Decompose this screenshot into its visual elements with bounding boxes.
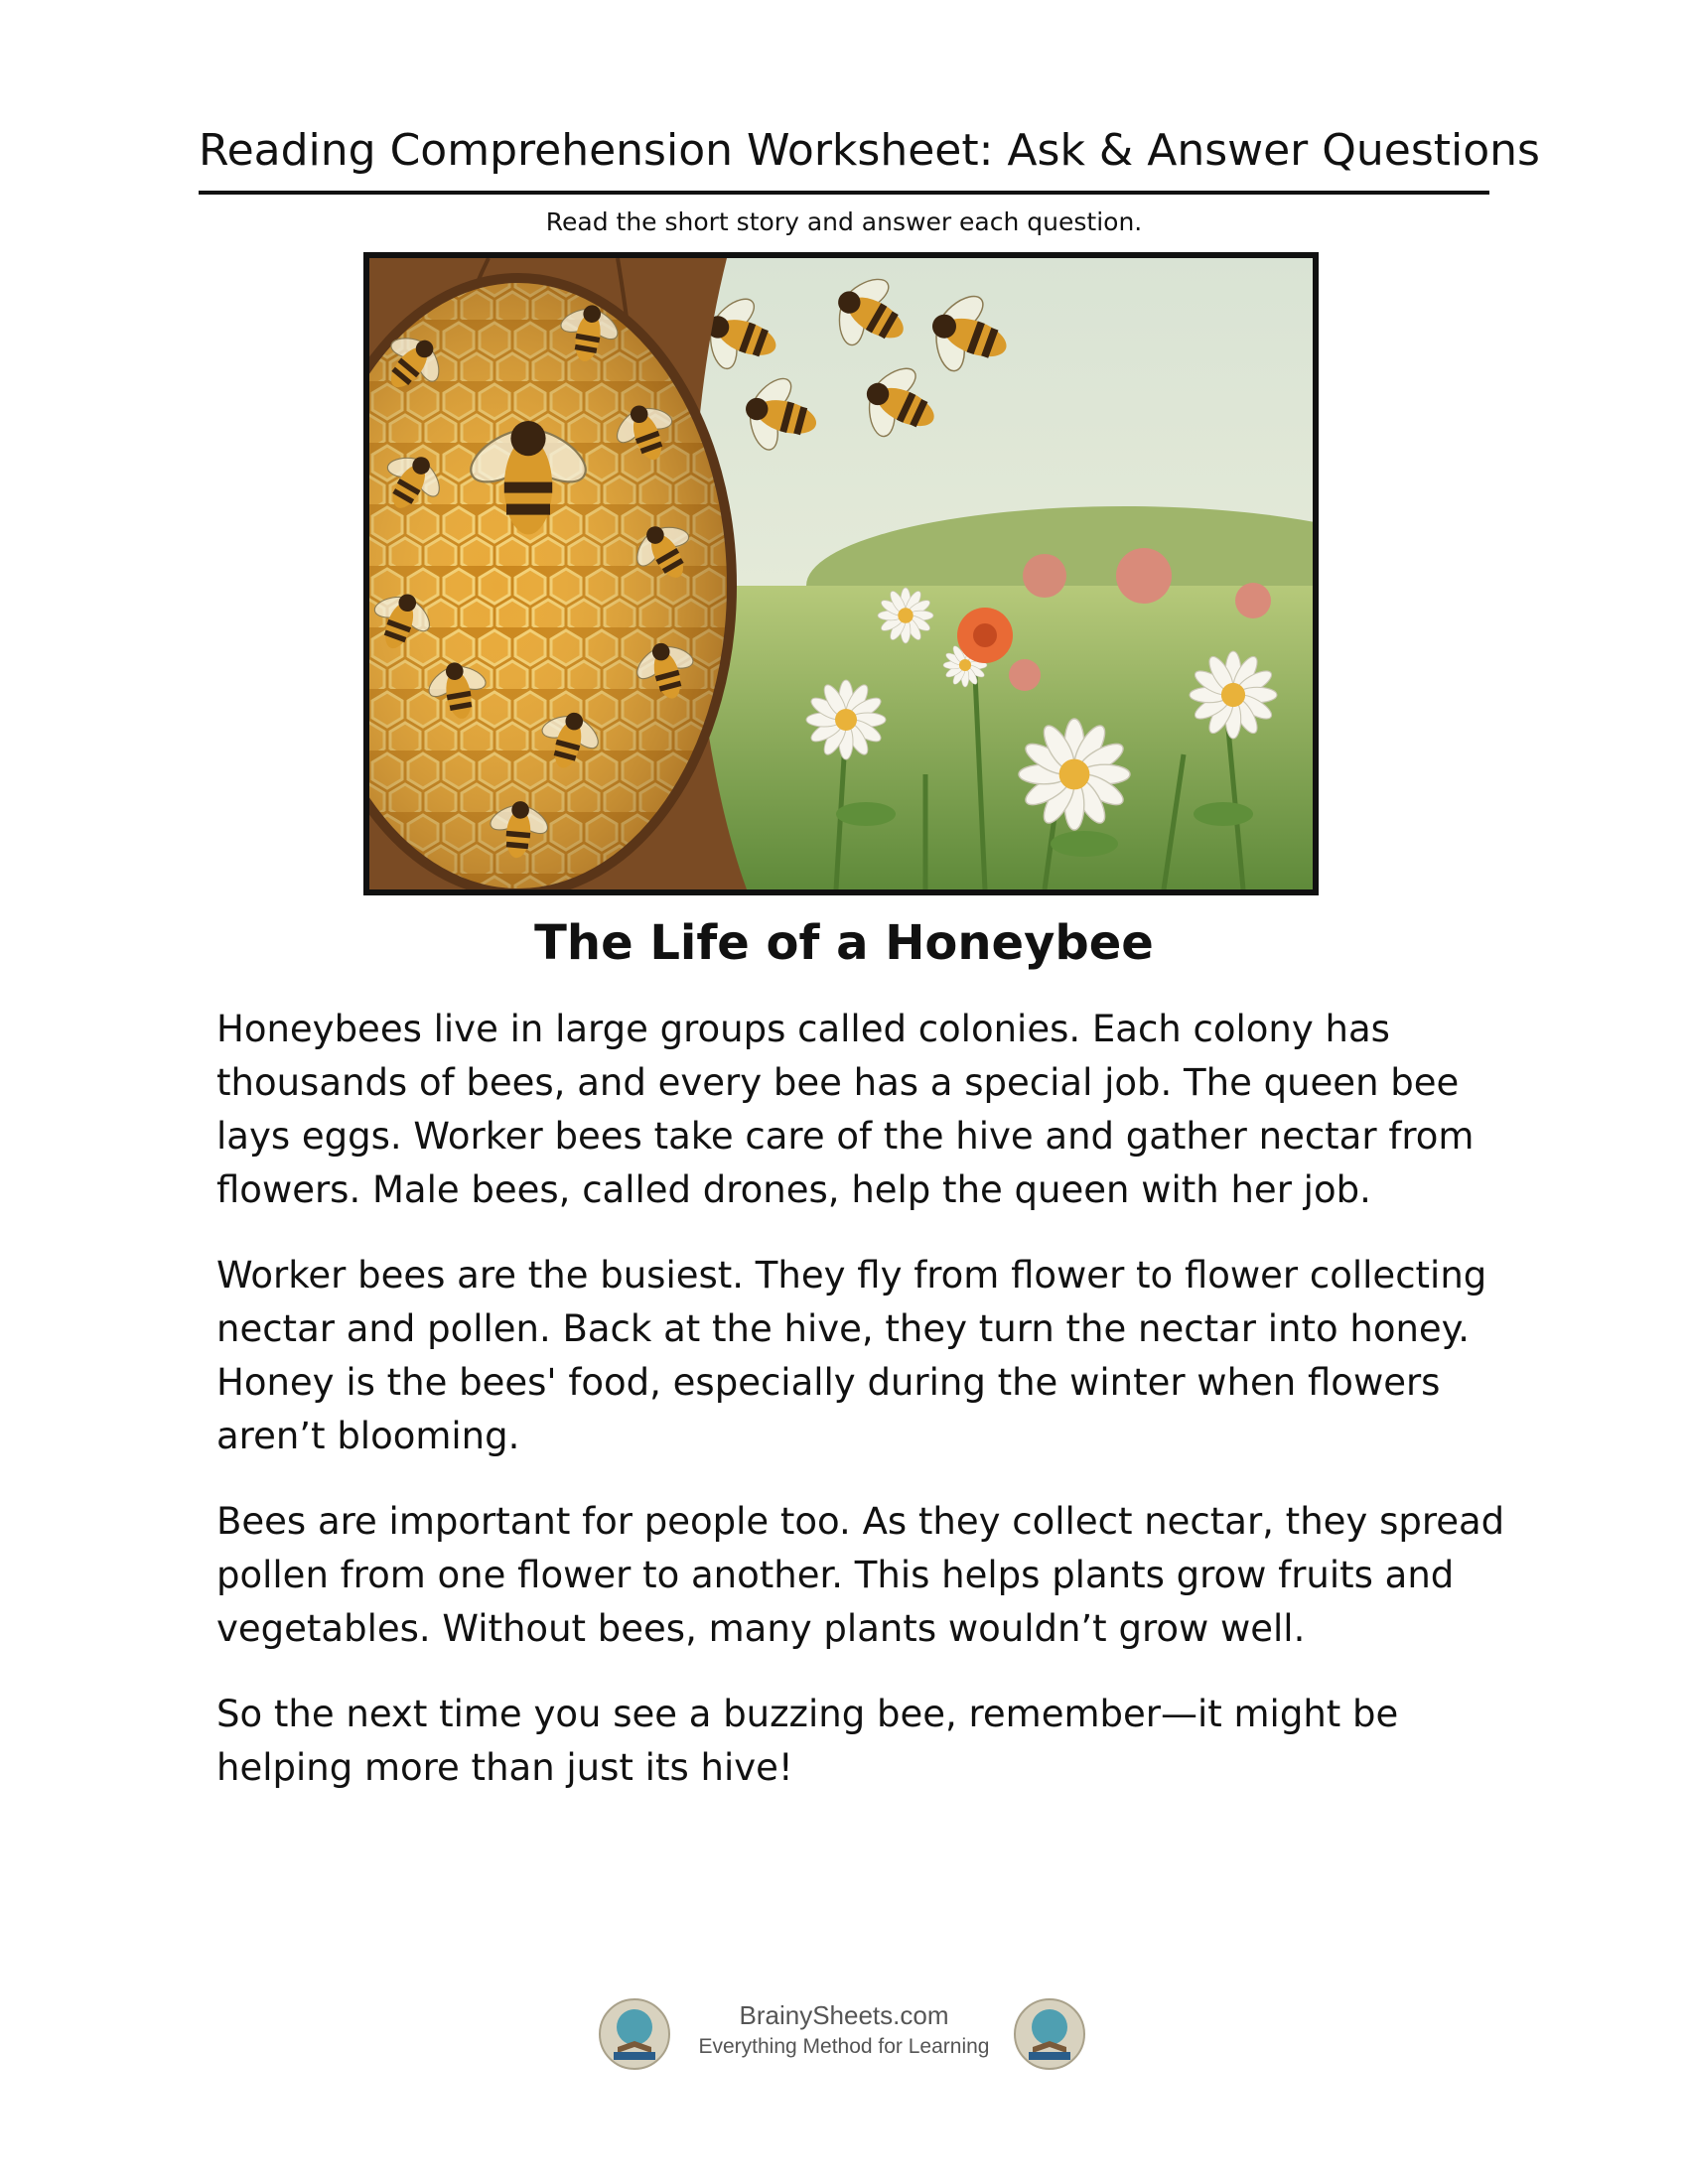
story-text (216, 1003, 1507, 1827)
footer-tagline: Everything Method for Learning (698, 2035, 990, 2058)
brainysheets-logo-icon (598, 1997, 671, 2071)
worksheet-instructions: Read the short story and answer each question. (545, 207, 1143, 236)
title-divider (199, 191, 1489, 195)
story-paragraph: Worker bees are the busiest. They fly from flower to flower collecting nectar and pollen. Back at the hive, they turn the nectar into honey. Honey is the bees' food, especially during the winter when flowers aren’t blooming. (216, 1254, 1487, 1457)
brainysheets-logo-icon (1013, 1997, 1086, 2071)
story-paragraph: Bees are important for people too. As they collect nectar, they spread pollen from one flower to another. This helps plants grow fruits and vegetables. Without bees, many plants wouldn’t grow well. (216, 1500, 1505, 1650)
footer-site-name: BrainySheets.com (739, 2000, 949, 2030)
honeybee-illustration (363, 252, 1319, 895)
story-paragraph: Honeybees live in large groups called colonies. Each colony has thousands of bees, and every bee has a special job. The queen bee lays eggs. Worker bees take care of the hive and gather nectar from flowers. Male bees, called drones, help the queen with her job. (216, 1008, 1475, 1211)
worksheet-title: Reading Comprehension Worksheet: Ask & Answer Questions (199, 125, 1540, 176)
story-paragraph: So the next time you see a buzzing bee, remember—it might be helping more than just its hive! (216, 1693, 1399, 1789)
footer (596, 1995, 1092, 2075)
story-title: The Life of a Honeybee (534, 915, 1154, 971)
